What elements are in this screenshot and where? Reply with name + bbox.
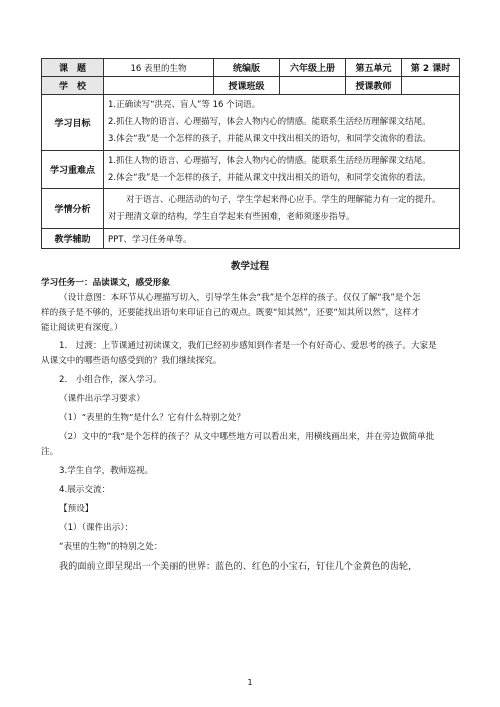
- course-label: 课 题: [42, 59, 104, 77]
- analysis-content: [104, 189, 460, 229]
- course-title: 16 表里的生物: [104, 59, 214, 77]
- process-body: [41, 276, 459, 574]
- goals-row: [42, 95, 460, 151]
- grade: 六年级上册: [280, 59, 346, 77]
- page-number: 1: [247, 678, 253, 687]
- step-3: 3.学生自学，教师巡视。: [59, 466, 154, 476]
- lesson-info-table: [41, 58, 460, 249]
- class-label: 授课班级: [214, 77, 280, 95]
- goals-label: 学习目标: [42, 95, 104, 151]
- goal-item: 3.体会“我”是一个怎样的孩子，并能从课文中找出相关的语句，和同学交流你的看法。: [108, 134, 431, 144]
- key-points-label: 学习重难点: [42, 151, 104, 189]
- aids-content: PPT、学习任务单等。: [104, 229, 460, 249]
- analysis-label: 学情分析: [42, 189, 104, 229]
- quote-line: 我的面前立即呈现出一个美丽的世界：蓝色的、红色的小宝石，钉住几个金黄色的齿轮，: [59, 561, 418, 572]
- design-intent-line: 能让阅读更有深度。）: [41, 323, 123, 333]
- aids-row: [42, 229, 460, 249]
- preset-heading: 【预设】: [59, 504, 94, 514]
- task-heading: 学习任务一：品读课文，感受形象: [41, 278, 170, 288]
- school-label: 学 校: [42, 77, 104, 95]
- analysis-line: 对于理清文章的结构，学生自学起来有些困难，老师须逐步指导。: [108, 211, 355, 222]
- goals-content: [104, 95, 460, 151]
- goal-item: 2.抓住人物的语言、心理描写，体会人物内心的情感。能联系生活经历理解课文结尾。: [108, 117, 431, 127]
- step-4: 4.展示交流：: [59, 485, 111, 495]
- period: 第 2 课时: [402, 59, 460, 77]
- courseware-note: （课件出示学习要求）: [59, 394, 145, 404]
- analysis-line: 对于语言、心理活动的句子，学生学起来得心应手。学生的理解能力有一定的提升。: [126, 194, 441, 205]
- header-row: [42, 59, 460, 77]
- step-1-line: 1. 过渡：上节课通过初读课文，我们已经初步感知到作者是一个有好奇心、爱思考的孩子。大家是: [59, 341, 437, 351]
- preset-item-1: （1）（课件出示）：: [59, 523, 134, 533]
- design-intent-line: （设计意图：本环节从心理描写切入，引导学生体会“我”是个怎样的孩子。仅仅了解“我”是个怎: [59, 293, 421, 303]
- key-point-item: 2.体会“我”是一个怎样的孩子，并能从课文中找出相关的语句，和同学交流你的看法。: [108, 172, 431, 183]
- school-value: [104, 77, 214, 95]
- question-2-line: （2）文中的“我”是个怎样的孩子？从文中哪些地方可以看出来，用横线画出来，并在旁边做简单批: [59, 432, 435, 442]
- question-2-line: 注。: [41, 447, 59, 457]
- key-points-row: [42, 151, 460, 189]
- section-title: 教学过程: [230, 261, 269, 272]
- edition: 统编版: [214, 59, 280, 77]
- analysis-row: [42, 189, 460, 229]
- design-intent-line: 样的孩子是不够的，还要能找出语句来印证自己的观点。既要“知其然”，还要“知其所以然”，这样才: [41, 308, 420, 318]
- special-heading: “表里的生物”的特别之处：: [59, 542, 163, 552]
- aids-label: 教学辅助: [42, 229, 104, 249]
- teacher-value: [402, 77, 460, 95]
- school-row: [42, 77, 460, 95]
- unit: 第五单元: [346, 59, 402, 77]
- class-value: [280, 77, 346, 95]
- step-1-line: 从课文中的哪些语句感受到的？我们继续探究。: [41, 356, 222, 366]
- step-2: 2. 小组合作，深入学习。: [59, 375, 162, 385]
- goal-item: 1.正确读写“洪亮、盲人”等 16 个词语。: [108, 100, 261, 110]
- teacher-label: 授课教师: [346, 77, 402, 95]
- question-1: （1）“表里的生物”是什么？它有什么特别之处？: [59, 413, 246, 423]
- key-point-item: 1.抓住人物的语言、心理描写，体会人物内心的情感。能联系生活经历理解课文结尾。: [108, 155, 431, 166]
- key-points-content: [104, 151, 460, 189]
